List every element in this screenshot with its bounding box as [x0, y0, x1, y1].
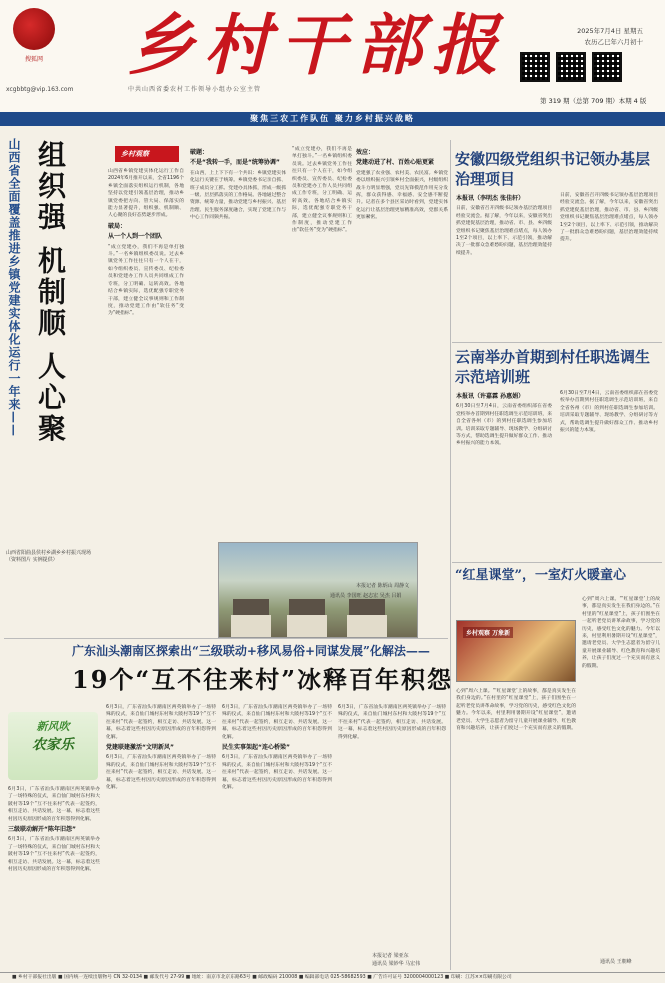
section-kicker: 乡村观察 — [115, 146, 179, 162]
lead-byline: 本报记者 陈炳山 周静文 — [356, 583, 410, 589]
lead-headline[interactable]: 组织强 机制顺 人心聚 — [34, 140, 67, 445]
guangdong-byline: 本报记者 梁亚东 — [372, 953, 409, 959]
paragraph: 心到“周六上课。“‘红星课堂’上的故事，都是真实发生在我们身边的。”在村里的“红星课堂”上，孩子们围坐在一起听老党员讲革命故事，学习党的历史，感受红色文化的魅力。今年以来，村里利用暑期开设“红星课堂”，邀请老党员、大学生志愿者为留守儿童开展课业辅导、红色教育和兴趣培养，让孩子们度过一个充实而有意义的假期。 — [456, 689, 576, 732]
paragraph: 6月3日，广东省汕头市潮南区两英镇举办了一场特殊的仪式，来自仙门城村东村和大陂村等19个“互不往来村”代表一起签约，相互走访、共话发展。这一幕，标志着这些村因历史原因形成的百年积怨得到化解。 — [8, 787, 100, 822]
redclass-column-1 — [582, 596, 660, 966]
redclass-headline[interactable]: “红星课堂”，一室灯火暖童心 — [455, 568, 626, 583]
photo-caption: 山西省阳曲县侯村乡湖乡乡村振兴现场（资料图片 实例提供） — [6, 550, 92, 563]
section-banner: 聚焦三农工作队伍 聚力乡村振兴战略 — [0, 112, 665, 126]
footer: ■ 乡村干部报社出版 ■ 国内统一连续出版物号 CN 32-0134 ■ 邮发代号 27-99 ■ 地址：南京市北京东路63号 ■ 邮政编码 210008 ■ 编辑部电话 025-58682593 ■ 广告许可证号 3200004000123 ■ 印刷：江苏××印刷有限公司 — [0, 972, 665, 983]
paragraph: 6月3日，广东省汕头市潮南区两英镇举办了一场特殊的仪式，来自仙门城村东村和大陂村等19个“互不往来村”代表一起签约，相互走访、共话发展。这一幕，标志着这些村因历史原因形成的百年积怨得到化解。 — [222, 705, 332, 740]
guangdong-column-4 — [338, 704, 446, 954]
subhead: 破题： — [190, 149, 209, 156]
masthead-email[interactable]: xcgbbtg@vip.163.com — [6, 86, 74, 93]
subhead: 效应： — [356, 149, 375, 156]
paragraph: 心到“周六上课。“‘红星课堂’上的故事，都是真实发生在我们身边的。”在村里的“红星课堂”上，孩子们围坐在一起听老党员讲革命故事，学习党的历史，感受红色文化的魅力。今年以来，村里利用暑期开设“红星课堂”，邀请老党员、大学生志愿者为留守儿童开展课业辅导、红色教育和兴趣培养，让孩子们度过一个充实而有意义的假期。 — [582, 597, 660, 669]
logo-site-label: 搜狐网 — [24, 56, 43, 63]
lunar-date-line: 农历乙巳年六月初十 — [584, 38, 643, 46]
guangdong-deck: 广东汕头潮南区探索出“三级联动+移风易俗+同谋发展”化解法—— — [72, 644, 430, 658]
village-photo[interactable] — [218, 542, 418, 638]
paragraph: 6月3日，广东省汕头市潮南区两英镇举办了一场特殊的仪式，来自仙门城村东村和大陂村等19个“互不往来村”代表一起签约，相互走访、共话发展。这一幕，标志着这些村因历史原因形成的百年积怨得到化解。 — [106, 755, 216, 791]
subhead: 三级联动解开“陈年旧怨” — [8, 826, 76, 834]
subhead: 党建动进了村、百姓心贴更紧 — [356, 159, 435, 167]
subhead: 党建联建激活“文明新风” — [106, 744, 174, 752]
paragraph: 党建强了农业强、农村美、农民富。乡镇党委以组织振兴引领乡村全面振兴，村级组织战斗力明显增强，党员先锋模范作用充分发挥，群众获得感、幸福感、安全感不断提升。记者在多个县区采访时看到，党建实体化运行让基层治理更加精准高效，党群关系更加紧密。 — [356, 170, 448, 221]
new-country-badge — [8, 712, 98, 780]
redclass-byline: 通讯员 王朝峰 — [600, 959, 632, 965]
yunnan-column-1 — [456, 390, 552, 560]
paragraph: 6月3日，广东省汕头市潮南区两英镇举办了一场特殊的仪式，来自仙门城村东村和大陂村等19个“互不往来村”代表一起签约，相互走访、共话发展。这一幕，标志着这些村因历史原因形成的百年积怨得到化解。 — [222, 755, 332, 791]
date-block — [555, 26, 643, 48]
badge-line-1: 新风吹 — [36, 720, 70, 733]
sohu-logo[interactable] — [10, 8, 58, 78]
redclass-column-2 — [456, 688, 576, 958]
guangdong-column-2 — [106, 704, 216, 966]
paragraph: 日前，安徽省召开四级书记领办基层治理项目经验交流会。据了解，今年以来，安徽省突出抓党建促基层治理，推动省、市、县、乡四级党组织书记聚焦基层治理难点堵点，每人领办1至2个项目，以上率下、示范引领，推动解决了一批群众急难愁盼问题，基层治理效能持续提升。 — [560, 193, 658, 243]
paragraph: 6月3日，广东省汕头市潮南区两英镇举办了一场特殊的仪式，来自仙门城村东村和大陂村等19个“互不往来村”代表一起签约，相互走访、共话发展。这一幕，标志着这些村因历史原因形成的百年积怨得到化解。 — [8, 837, 100, 873]
qr-code-icon[interactable] — [556, 52, 586, 82]
anhui-column-1 — [456, 192, 552, 340]
date-line: 2025年7月4日 星期五 — [577, 27, 643, 35]
lead-column-3 — [292, 146, 352, 536]
anhui-byline: 本报讯（李明杰 张佳轩） — [456, 195, 525, 202]
paragraph: “成立党建办，我们不再是单打独斗。”一名乡镇组织委员说。过去乡镇党务工作往往只有一个人在干，如今组织委员、宣传委员、纪检委员和党建办工作人员共同组成工作专班，分工明确、运转高效。各地结合乡镇实际，选优配强专职党务干部，建立健全议事规则和工作制度，推动党建工作由“软任务”变为“硬指标”。 — [292, 147, 352, 234]
redclass-photo[interactable] — [456, 620, 576, 682]
paragraph: 6月3日，广东省汕头市潮南区两英镇举办了一场特殊的仪式，来自仙门城村东村和大陂村等19个“互不往来村”代表一起签约，相互走访、共话发展。这一幕，标志着这些村因历史原因形成的百年积怨得到化解。 — [338, 705, 446, 740]
lead-column-4 — [356, 146, 448, 536]
paper-title: 乡村干部报 — [128, 6, 508, 84]
guangdong-byline-2: 通讯员 梁妙华 马宏伟 — [372, 961, 421, 967]
subhead: 民生实事架起“连心桥梁” — [222, 744, 290, 752]
anhui-headline[interactable]: 安徽四级党组织书记领办基层治理项目 — [455, 150, 651, 189]
section-divider — [452, 562, 662, 563]
guangdong-column-1 — [8, 786, 100, 966]
subhead: 不是“我转一手，而是“统筹协调” — [190, 159, 280, 167]
lead-byline-2: 通讯员 李国旺 赵志宏 吴杰 吕娟 — [330, 593, 402, 599]
paragraph: 日前，安徽省召开四级书记领办基层治理项目经验交流会。据了解，今年以来，安徽省突出抓党建促基层治理，推动省、市、县、乡四级党组织书记聚焦基层治理难点堵点，每人领办1至2个项目，以上率下、示范引领，推动解决了一批群众急难愁盼问题，基层治理效能持续提升。 — [456, 206, 552, 256]
yunnan-headline[interactable]: 云南举办首期到村任职选调生示范培训班 — [455, 348, 651, 387]
section-divider — [452, 342, 662, 343]
lead-deck: 山西省全面覆盖推进乡镇党建实体化运行一年来—— — [7, 138, 21, 437]
subhead: 从一个人到一个团队 — [108, 233, 163, 241]
qr-code-icon[interactable] — [592, 52, 622, 82]
paragraph: 山西省乡镇党建实体化运行工作自2024年6月推开以来，全省1196个乡镇全面落实组织运行机制，各地坚持以党建引领基层治理，推动乡镇党委把方向、管大局、保落实的能力显著提升，组织强、机制顺、人心聚的良好态势逐步形成。 — [108, 169, 184, 219]
lead-column-2 — [190, 146, 286, 536]
photo-label: 乡村观察 万象新 — [463, 627, 513, 638]
yunnan-byline: 本报讯（许嘉霖 孙惠娟） — [456, 393, 525, 400]
paragraph: 6月30日至7月4日，云南省委组织部在省委党校举办首期到村任职选调生示范培训班，来自全省各州（市）的到村任职选调生参加培训。培训采取专题辅导、现场教学、分组研讨等方式，帮助选调生提升做好群众工作、推动乡村振兴的能力本领。 — [456, 404, 552, 447]
qr-code-icon[interactable] — [520, 52, 550, 82]
badge-line-2: 农家乐 — [32, 737, 74, 753]
lead-column-1 — [108, 168, 184, 536]
yunnan-column-2 — [560, 390, 658, 560]
logo-icon — [13, 8, 55, 50]
paragraph: 6月3日，广东省汕头市潮南区两英镇举办了一场特殊的仪式，来自仙门城村东村和大陂村等19个“互不往来村”代表一起签约，相互走访、共话发展。这一幕，标志着这些村因历史原因形成的百年积怨得到化解。 — [106, 705, 216, 740]
section-divider — [4, 638, 448, 639]
paper-subtitle: 中共山西省委农村工作领导小组办公室主管 — [128, 86, 262, 93]
paragraph: “成立党建办，我们不再是单打独斗。”一名乡镇组织委员说。过去乡镇党务工作往往只有一个人在干，如今组织委员、宣传委员、纪检委员和党建办工作人员共同组成工作专班，分工明确、运转高效。各地结合乡镇实际，选优配强专职党务干部，建立健全议事规则和工作制度，推动党建工作由“软任务”变为“硬指标”。 — [108, 244, 184, 317]
guangdong-headline[interactable]: 19个“互不往来村”冰释百年积怨 — [72, 665, 454, 694]
paragraph: 在山西，上上下下有一个共识：乡镇党建实体化运行关键在于统筹。乡镇党委书记亲自抓、班子成员分工抓、党建办具体抓，形成一级抓一级、层层抓落实的工作格局。各地通过整合资源、统筹力量，推动党建与乡村振兴、基层治理、民生服务深度融合，实现了党建工作与中心工作同频共振。 — [190, 170, 286, 221]
column-divider — [450, 140, 451, 970]
paragraph: 6月30日至7月4日，云南省委组织部在省委党校举办首期到村任职选调生示范培训班，来自全省各州（市）的到村任职选调生参加培训。培训采取专题辅导、现场教学、分组研讨等方式，帮助选调生提升做好群众工作、推动乡村振兴的能力本领。 — [560, 391, 658, 434]
anhui-column-2 — [560, 192, 658, 340]
subhead: 破局： — [108, 222, 127, 230]
masthead — [0, 0, 665, 112]
issue-number: 第 319 期（总第 709 期）本期 4 版 — [540, 97, 647, 105]
guangdong-column-3 — [222, 704, 332, 966]
